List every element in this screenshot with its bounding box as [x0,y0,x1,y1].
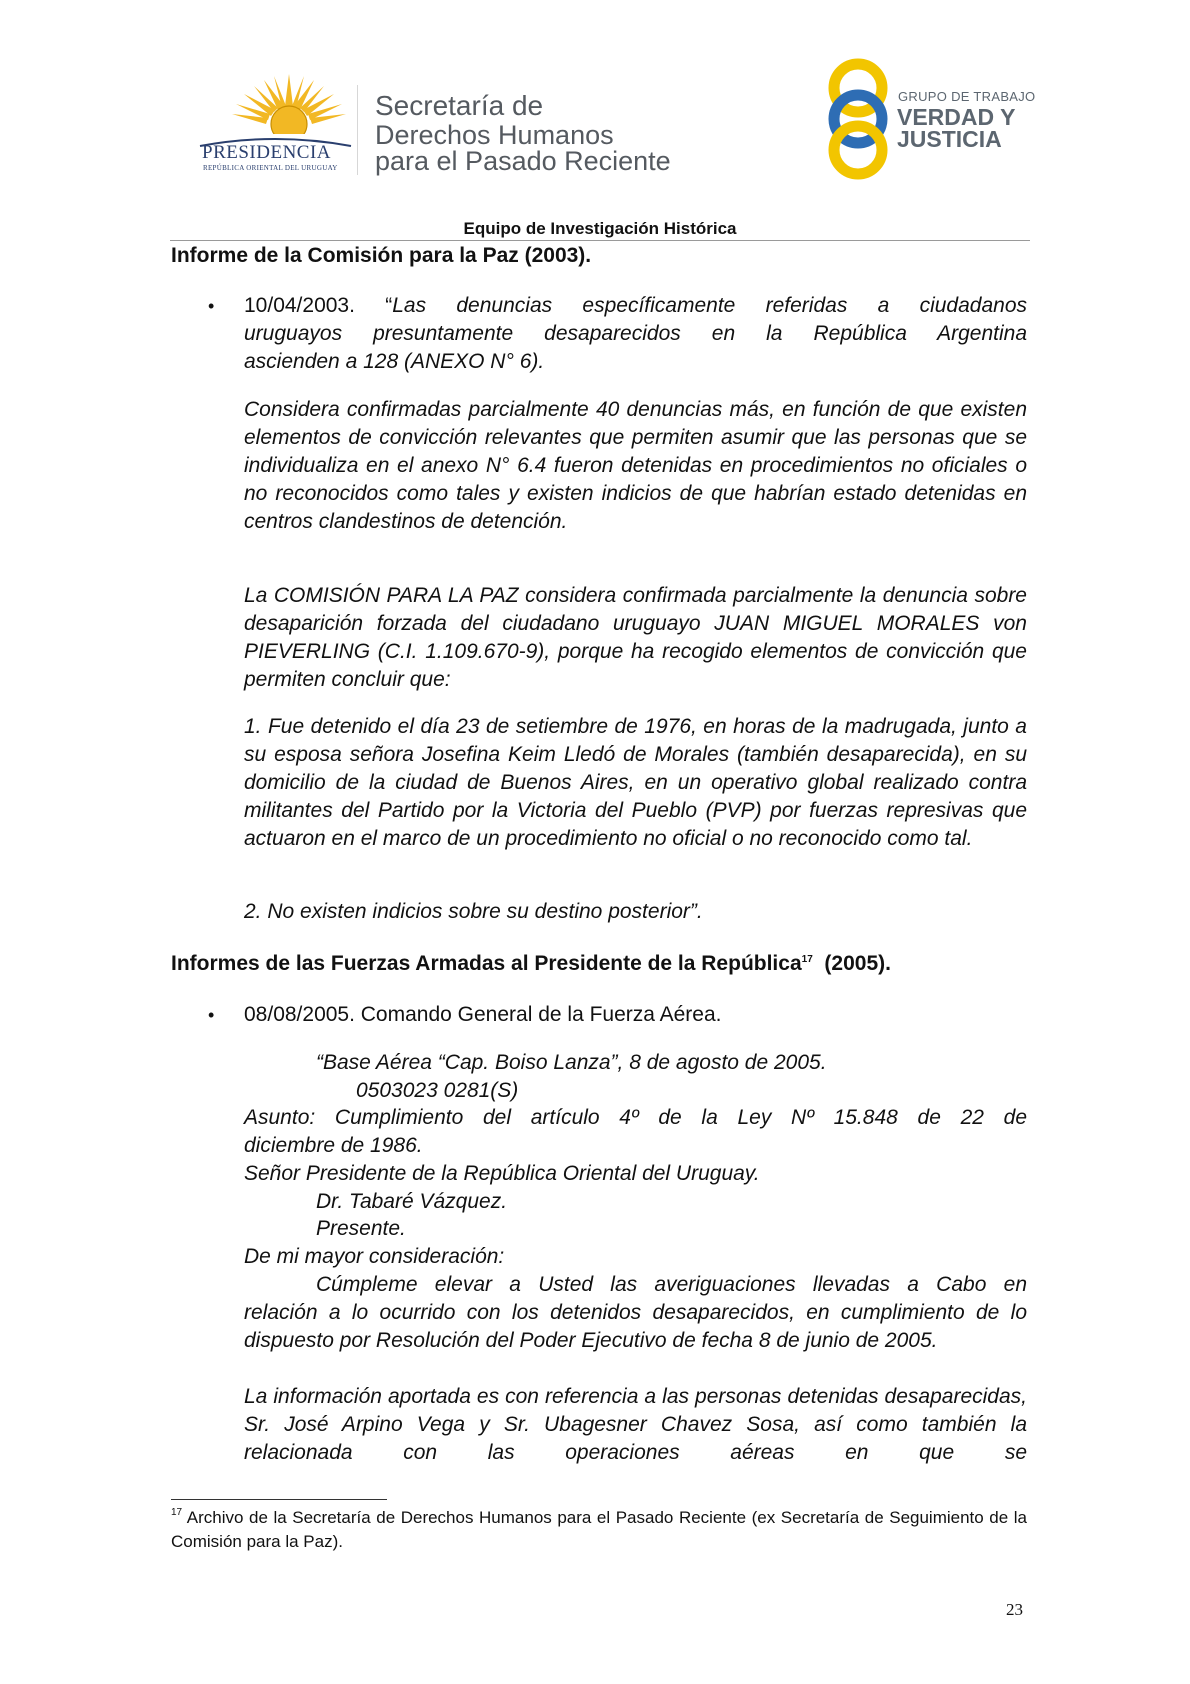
footnote [171,1506,1027,1554]
section-title-comision: Informe de la Comisión para la Paz (2003). [171,244,592,267]
quote-line-1: Las denuncias específicamente referidas a ciudadanos [392,294,1028,317]
presidencia-name: PRESIDENCIA [202,142,332,163]
letter-addressee: Señor Presidente de la República Oriental del Uruguay. [244,1162,760,1185]
item-first-line [244,292,1027,320]
paragraph-detenido: 1. Fue detenido el día 23 de setiembre de 1976, en horas de la madrugada, junto a su esposa señora Josefina Keim Lledó de Morales (también desaparecida), en su domicilio de la ciudad de Buenos Aires, en un operativo global realizado contra militantes del Partido por la Victoria del Pueblo (PVP) por fuerzas represivas que actuaron en el marco de un procedimiento no oficial o no reconocido como tal. [244,715,1027,850]
letter-presente: Presente. [316,1217,406,1240]
section-title-fuerzas [171,952,891,976]
rings-icon [822,58,894,180]
bullet: • [208,296,215,316]
paragraph-comision: La COMISIÓN PARA LA PAZ considera confirmada parcialmente la denuncia sobre desaparición forzada del ciudadano uruguayo JUAN MIGUEL MORALES von PIEVERLING (C.I. 1.109.670-9), porque ha recogido elementos de convicción que permiten concluir que: [244,584,1027,691]
grupo-line1: GRUPO DE TRABAJO [898,89,1036,104]
header-rule [170,240,1030,241]
letter-body1-rest: relación a lo ocurrido con los detenidos desaparecidos, en cumplimiento de lo dispuesto por Resolución del Poder Ejecutivo de fecha 8 de junio de 2005. [244,1301,1027,1352]
letter-body2: La información aportada es con referencia a las personas detenidas desaparecidas, Sr. José Arpino Vega y Sr. Ubagesner Chavez Sosa, así como también la relacionada con las operaciones aéreas en que se [244,1385,1027,1464]
section2-title-main: Informes de las Fuerzas Armadas al Presidente de la República [171,952,802,975]
secretaria-line2: Derechos Humanos [375,120,614,150]
item-date: 10/04/2003. “ [244,294,393,317]
secretaria-line1: Secretaría de [375,90,544,121]
letter-subject-2: diciembre de 1986. [244,1134,423,1157]
footnote-ref: 17 [801,954,813,965]
letter-greeting: De mi mayor consideración: [244,1245,505,1268]
quote-line-3: ascienden a 128 (ANEXO N° 6). [244,350,545,373]
secretaria-line3: para el Pasado Reciente [375,146,671,176]
letter-place-date: “Base Aérea “Cap. Boiso Lanza”, 8 de agosto de 2005. [316,1051,827,1074]
logo-divider [357,85,358,175]
bullet: • [208,1005,215,1025]
letter-subject-1: Asunto: Cumplimiento del artículo 4º de la Ley Nº 15.848 de 22 de [244,1106,1027,1129]
letter-name: Dr. Tabaré Vázquez. [316,1190,508,1213]
item-fuerza-aerea: 08/08/2005. Comando General de la Fuerza Aérea. [244,1003,722,1026]
letter-reference: 0503023 0281(S) [356,1079,519,1102]
paragraph-considera: Considera confirmadas parcialmente 40 denuncias más, en función de que existen elementos de convicción relevantes que permiten asumir que las personas que se individualiza en el anexo N° 6.4 fueron detenidas en procedimientos no oficiales o no reconocidos como tales y existen indicios de que habrían estado detenidas en centros clandestinos de detención. [244,398,1027,533]
quote-line-2: uruguayos presuntamente desaparecidos en la República Argentina [244,322,1027,345]
footnote-text: Archivo de la Secretaría de Derechos Humanos para el Pasado Reciente (ex Secretaría de Seguimiento de la Comisión para la Paz). [171,1508,1027,1551]
team-name: Equipo de Investigación Histórica [463,219,737,238]
presidencia-subtitle: REPÚBLICA ORIENTAL DEL URUGUAY [203,164,338,172]
section2-title-end: (2005). [812,952,891,975]
footnote-rule [171,1499,387,1500]
paragraph-destino: 2. No existen indicios sobre su destino posterior”. [244,900,703,923]
grupo-line2: VERDAD Y [897,104,1016,130]
grupo-line3: JUSTICIA [897,126,1002,152]
letter-body1-first: Cúmpleme elevar a Usted las averiguaciones llevadas a Cabo en [316,1273,1027,1296]
footnote-number: 17 [171,1507,183,1518]
page-number: 23 [1006,1600,1023,1619]
